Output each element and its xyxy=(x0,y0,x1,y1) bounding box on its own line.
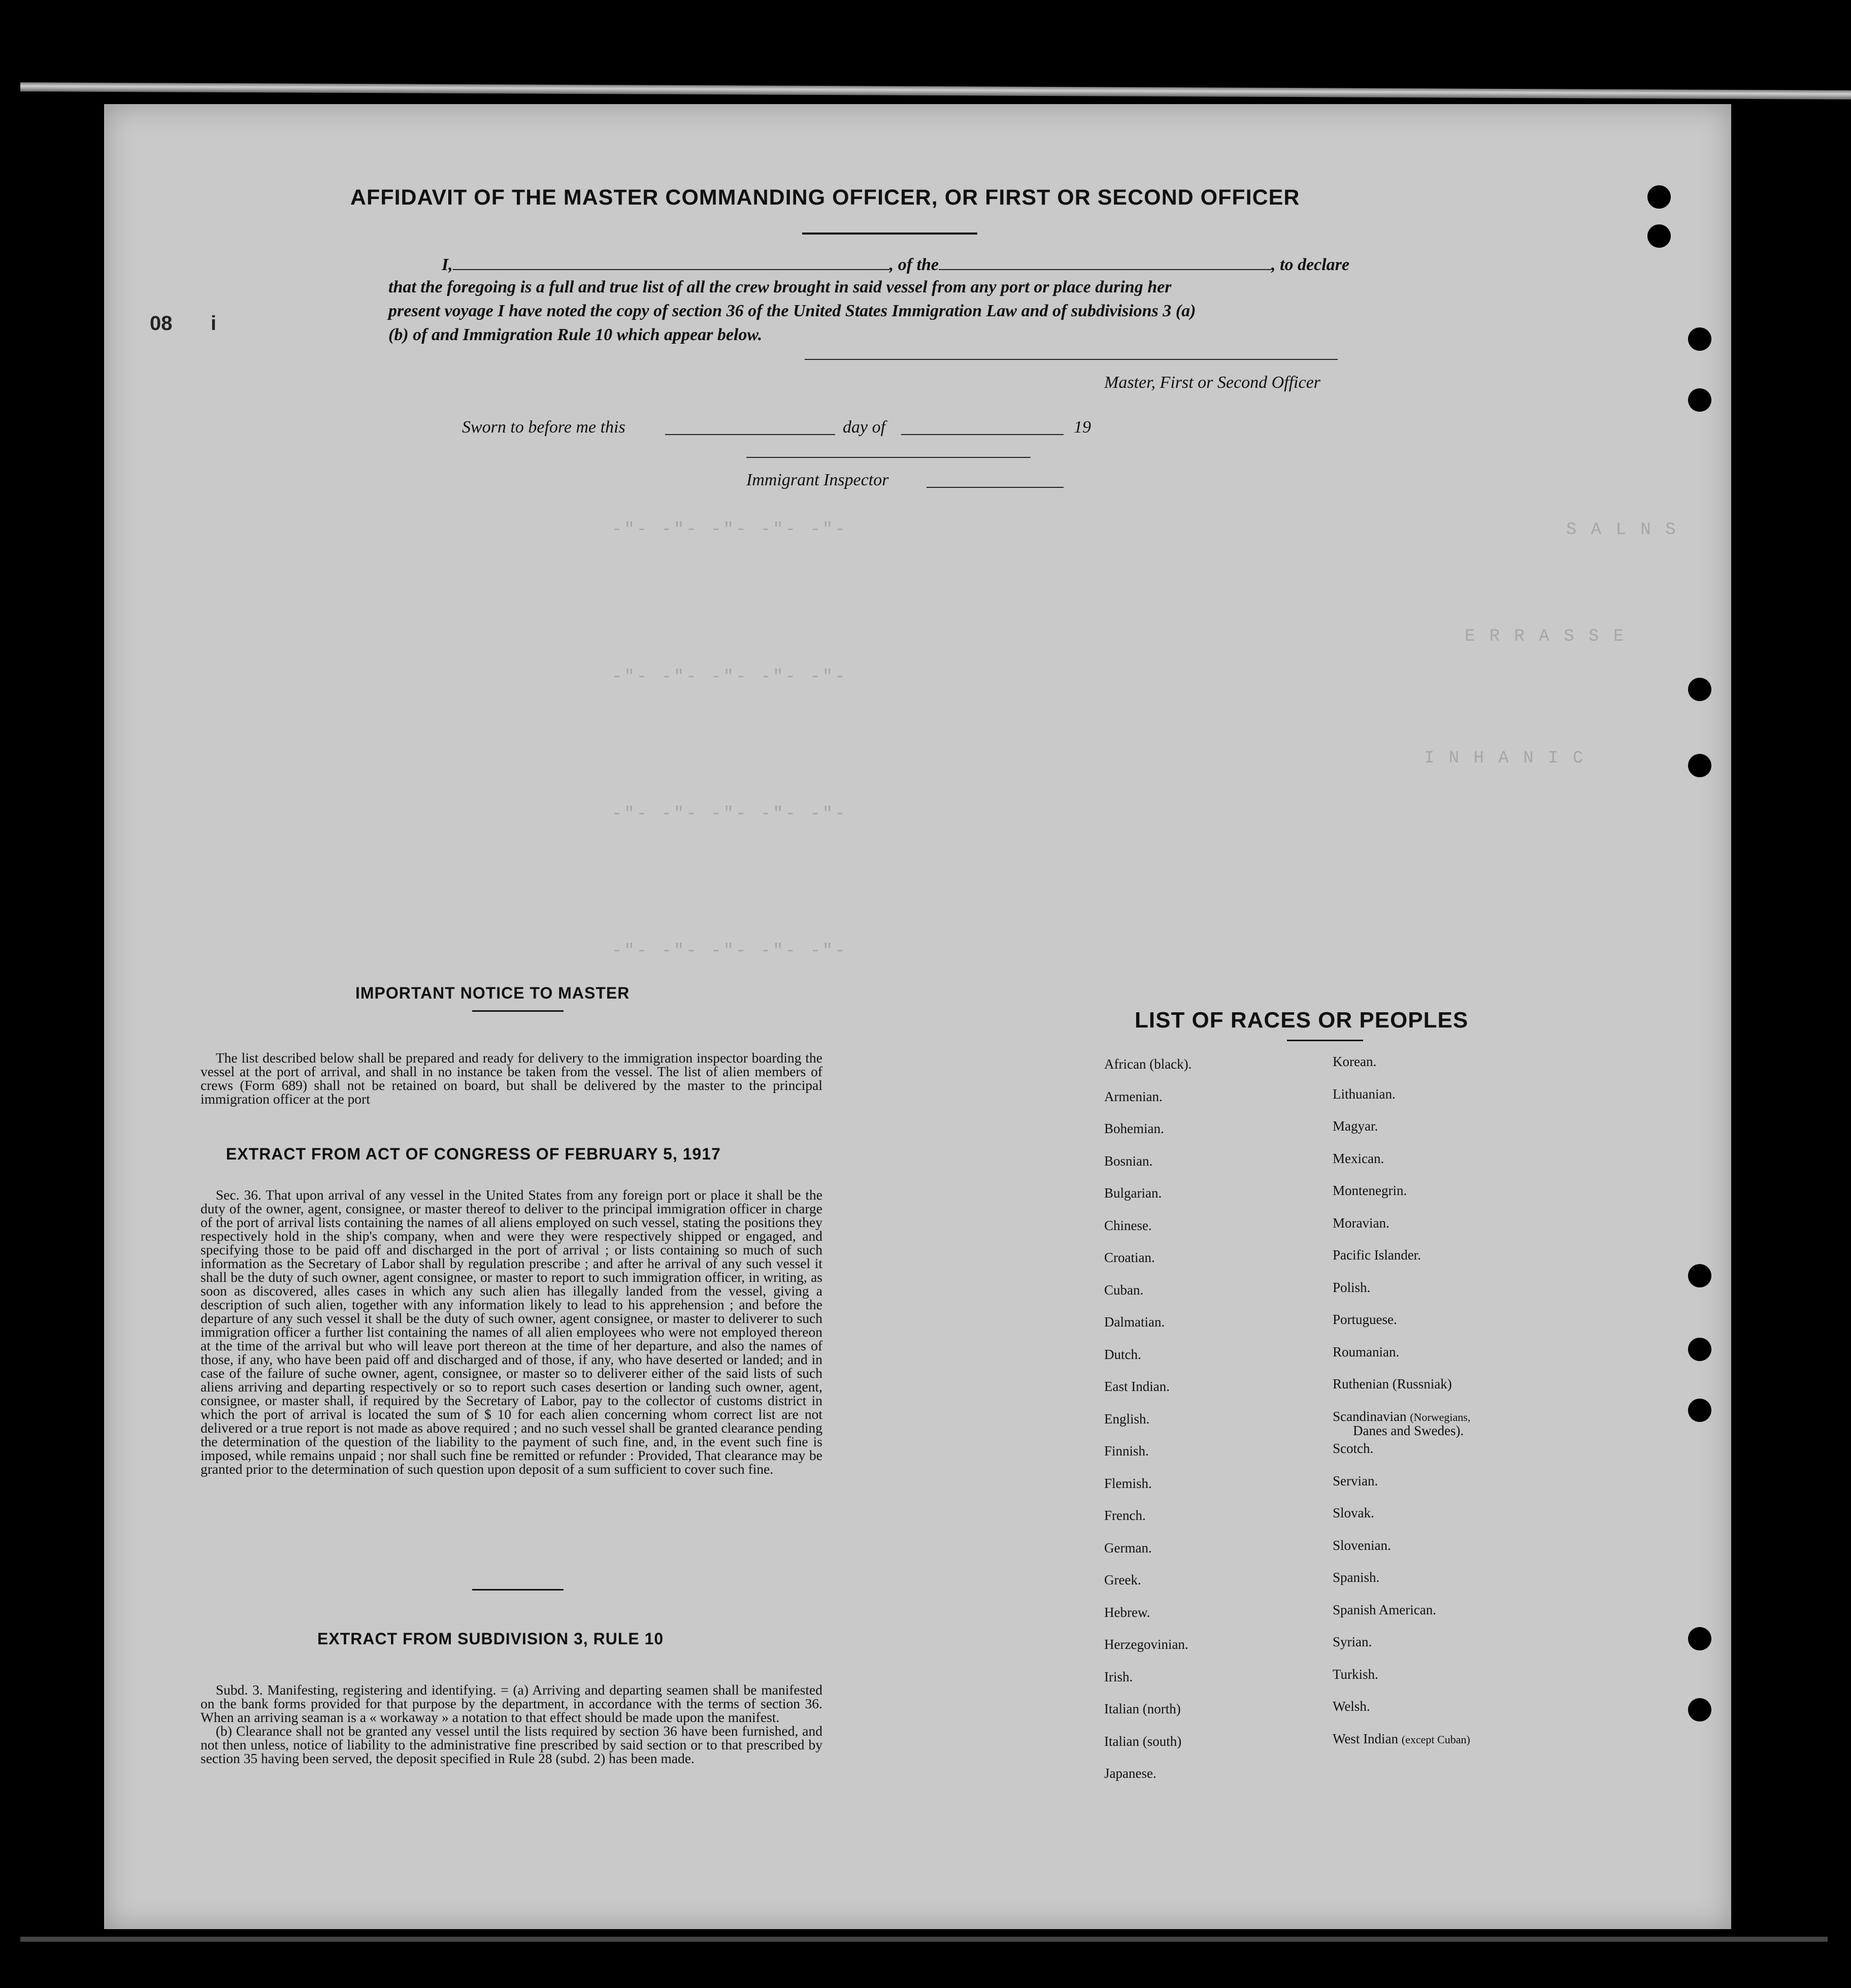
punch-hole xyxy=(1688,1399,1711,1422)
races-left-column xyxy=(1104,1048,1192,1790)
sworn-day-line[interactable] xyxy=(665,433,835,435)
race-item: Portuguese. xyxy=(1333,1312,1397,1327)
notice-underline xyxy=(472,1010,564,1012)
race-item: Korean. xyxy=(1333,1054,1377,1069)
race-item-label: West Indian xyxy=(1333,1731,1399,1746)
affidavit-line-4: (b) of and Immigration Rule 10 which appear below. xyxy=(388,325,763,344)
race-item: Cuban. xyxy=(1104,1282,1144,1298)
punch-hole xyxy=(1688,388,1711,412)
bleed-through-text: -"- -"- -"- -"- -"- xyxy=(612,805,847,824)
title-underline xyxy=(802,233,977,235)
sworn-label: Sworn to before me this xyxy=(462,418,625,437)
race-item: Chinese. xyxy=(1104,1217,1152,1233)
notice-text: The list described below shall be prepared and ready for delivery to the immigration inspector boarding the vessel at the port of arrival, and shall in no instance be taken from the vessel. The list of alien members of crews (Form 689) shall not be retained on board, but shall be delivered by the master to the principal immigration officer at the port xyxy=(201,1050,822,1107)
notice-body xyxy=(201,1051,822,1106)
race-item: Pacific Islander. xyxy=(1333,1247,1421,1263)
vessel-blank[interactable] xyxy=(939,254,1271,270)
race-item xyxy=(1333,1723,1470,1755)
bleed-through-text: S A L N S xyxy=(1566,520,1678,540)
race-item-continuation: Danes and Swedes). xyxy=(1353,1423,1464,1438)
race-item: African (black). xyxy=(1104,1056,1192,1072)
punch-hole xyxy=(1647,224,1671,248)
race-item: Moravian. xyxy=(1333,1215,1390,1231)
affidavit-title: AFFIDAVIT OF THE MASTER COMMANDING OFFICER, OR FIRST OR SECOND OFFICER xyxy=(350,185,1300,210)
day-of-label: day of xyxy=(843,418,886,437)
race-item: Herzegovinian. xyxy=(1104,1637,1188,1652)
notice-heading: IMPORTANT NOTICE TO MASTER xyxy=(355,984,630,1002)
race-item: French. xyxy=(1104,1508,1146,1523)
punch-hole xyxy=(1647,185,1671,209)
race-item: Mexican. xyxy=(1333,1150,1384,1166)
rule-divider xyxy=(472,1589,564,1591)
act-text: Sec. 36. That upon arrival of any vessel in the United States from any foreign port or place it shall be the duty of the owner, agent, consignee, or master thereof to deliver to the principal immigration officer in charge of the port of arrival lists containing the names of all aliens employed on such vessel, stating the positions they respectively hold in the ship's company, when and were they were respectively shipped or engaged, and specifying those to be paid off and discharged in the port of arrival ; or lists containing so much of such information as the Secretary of Labor shall by regulation prescribe ; and after he arrival of any such vessel it shall be the duty of such owner, agent consignee, or master to report to such immigration officer, in writing, as soon as discovered, alles cases in which any such alien has illegally landed from the vessel, giving a description of such alien, together with any information likely to lead to his apprehension ; and before the departure of any such vessel it shall be the duty of such owner, agent consignee, or master to deliverer to such immigration officer a further list containing the names of all alien employees who were not employed thereon at the time of the arrival but who will leave port thereon at the time of her departure, and also the names of those, if any, who have been paid off and discharged and of those, if any, who have deserted or landed; and in case of the failure of suche owner, agent, consignee, or master so to deliverer either of the said lists of such aliens arriving and departing respectively or so to report such cases desertion or landing such owner, agent, consignee, or master shall, if required by the Secretary of Labor, pay to the collector of customs district in which the port of arrival is located the sum of $ 10 for each alien concerning whom correct list are not delivered or a true report is not made as above required ; and no such vessel shall be granted clearance pending the determination of the question of the liability to the payment of such fine, and, in the event such fine is imposed, while remains unpaid ; nor shall such fine be remitted or refunder : Provided, That clearance may be granted prior to the determination of such question upon deposit of a sum sufficient to cover such fine. xyxy=(201,1187,822,1477)
race-item: Bohemian. xyxy=(1104,1121,1164,1136)
race-item: Lithuanian. xyxy=(1333,1086,1396,1102)
race-item: Syrian. xyxy=(1333,1634,1372,1649)
race-item: Spanish. xyxy=(1333,1570,1380,1585)
race-item: Japanese. xyxy=(1104,1766,1156,1781)
document-page xyxy=(104,104,1731,1929)
margin-number: 08 xyxy=(150,312,173,335)
race-item: Servian. xyxy=(1333,1473,1378,1488)
race-item: Spanish American. xyxy=(1333,1602,1436,1617)
year-label: 19 xyxy=(1074,418,1091,437)
punch-hole xyxy=(1688,678,1711,701)
races-right-column xyxy=(1333,1046,1470,1755)
punch-hole xyxy=(1688,1698,1711,1721)
race-item: Italian (north) xyxy=(1104,1701,1181,1716)
name-blank[interactable] xyxy=(453,254,889,270)
bleed-through-text: -"- -"- -"- -"- -"- xyxy=(612,942,847,961)
races-underline xyxy=(1287,1040,1363,1041)
rule-heading: EXTRACT FROM SUBDIVISION 3, RULE 10 xyxy=(317,1630,664,1648)
affidavit-of-the-label: , of the xyxy=(889,255,939,274)
race-item: Scotch. xyxy=(1333,1441,1374,1456)
race-item: Slovak. xyxy=(1333,1505,1374,1520)
race-item: Flemish. xyxy=(1104,1475,1152,1491)
race-item: Finnish. xyxy=(1104,1443,1149,1459)
affidavit-declare-label: , to declare xyxy=(1271,255,1349,274)
punch-hole xyxy=(1688,1338,1711,1361)
affidavit-line-1 xyxy=(442,254,1349,275)
punch-hole xyxy=(1688,1627,1711,1650)
race-item: Turkish. xyxy=(1333,1666,1378,1682)
race-item: Dutch. xyxy=(1104,1346,1141,1362)
races-title: LIST OF RACES OR PEOPLES xyxy=(1135,1008,1469,1033)
race-item: Bulgarian. xyxy=(1104,1185,1162,1201)
rule-para-2: (b) Clearance shall not be granted any vessel until the lists required by section 36 have been furnished, and not then unless, notice of liability to the administrative fine prescribed by said section or to that prescribed by section 35 having been served, the deposit specified in Rule 28 (subd. 2) has been made. xyxy=(201,1723,822,1766)
race-item: Greek. xyxy=(1104,1572,1141,1587)
race-item: Roumanian. xyxy=(1333,1344,1400,1360)
race-item: Ruthenian (Russniak) xyxy=(1333,1376,1452,1391)
race-item: German. xyxy=(1104,1540,1152,1555)
punch-hole xyxy=(1688,754,1711,777)
punch-hole xyxy=(1688,1264,1711,1287)
sworn-month-line[interactable] xyxy=(901,433,1064,435)
inspector-signature-line[interactable] xyxy=(746,456,1031,458)
race-item: Irish. xyxy=(1104,1669,1133,1684)
bleed-through-text: -"- -"- -"- -"- -"- xyxy=(612,520,847,540)
act-heading: EXTRACT FROM ACT OF CONGRESS OF FEBRUARY 5, 1917 xyxy=(226,1145,721,1163)
race-item: English. xyxy=(1104,1411,1150,1427)
race-item-note: (except Cuban) xyxy=(1401,1733,1470,1746)
race-item: Italian (south) xyxy=(1104,1733,1182,1749)
punch-hole xyxy=(1688,327,1711,351)
race-item: Dalmatian. xyxy=(1104,1314,1165,1330)
race-item: Croatian. xyxy=(1104,1250,1155,1265)
race-item: Montenegrin. xyxy=(1333,1183,1407,1198)
race-item: East Indian. xyxy=(1104,1379,1170,1394)
scan-edge-bottom xyxy=(20,1937,1828,1942)
inspector-label: Immigrant Inspector xyxy=(746,471,889,489)
scan-edge-top xyxy=(20,82,1851,100)
rule-para-1: Subd. 3. Manifesting, registering and identifying. = (a) Arriving and departing seamen shall be manifested on the bank forms provided for that purpose by the department, in accordance with the terms of section 36. When an arriving seaman is a « workaway » a notation to that effect should be made upon the manifest. xyxy=(201,1682,822,1725)
affidavit-line-2: that the foregoing is a full and true list of all the crew brought in said vessel from any port or place during her xyxy=(388,278,1172,296)
affidavit-i-label: I, xyxy=(442,255,453,274)
race-item: Bosnian. xyxy=(1104,1153,1153,1169)
race-item-note: (Norwegians, xyxy=(1410,1410,1471,1423)
race-item-label: Scandinavian xyxy=(1333,1408,1407,1424)
act-body xyxy=(201,1188,822,1476)
race-item: Slovenian. xyxy=(1333,1537,1391,1553)
race-item: Armenian. xyxy=(1104,1088,1163,1104)
race-item: Welsh. xyxy=(1333,1699,1370,1714)
race-item: Hebrew. xyxy=(1104,1604,1150,1620)
rule-body xyxy=(201,1683,822,1765)
affidavit-line-3: present voyage I have noted the copy of section 36 of the United States Immigration Law and of subdivisions 3 (a) xyxy=(388,302,1196,320)
margin-letter: i xyxy=(211,312,217,335)
master-signature-line[interactable] xyxy=(805,358,1338,360)
race-item: Polish. xyxy=(1333,1279,1371,1295)
inspector-extra-line[interactable] xyxy=(927,486,1064,488)
bleed-through-text: -"- -"- -"- -"- -"- xyxy=(612,668,847,687)
race-item: Magyar. xyxy=(1333,1118,1378,1134)
bleed-through-text: I N H A N I C xyxy=(1424,749,1585,768)
bleed-through-text: E R R A S S E xyxy=(1465,627,1626,646)
master-signature-label: Master, First or Second Officer xyxy=(1104,373,1320,392)
